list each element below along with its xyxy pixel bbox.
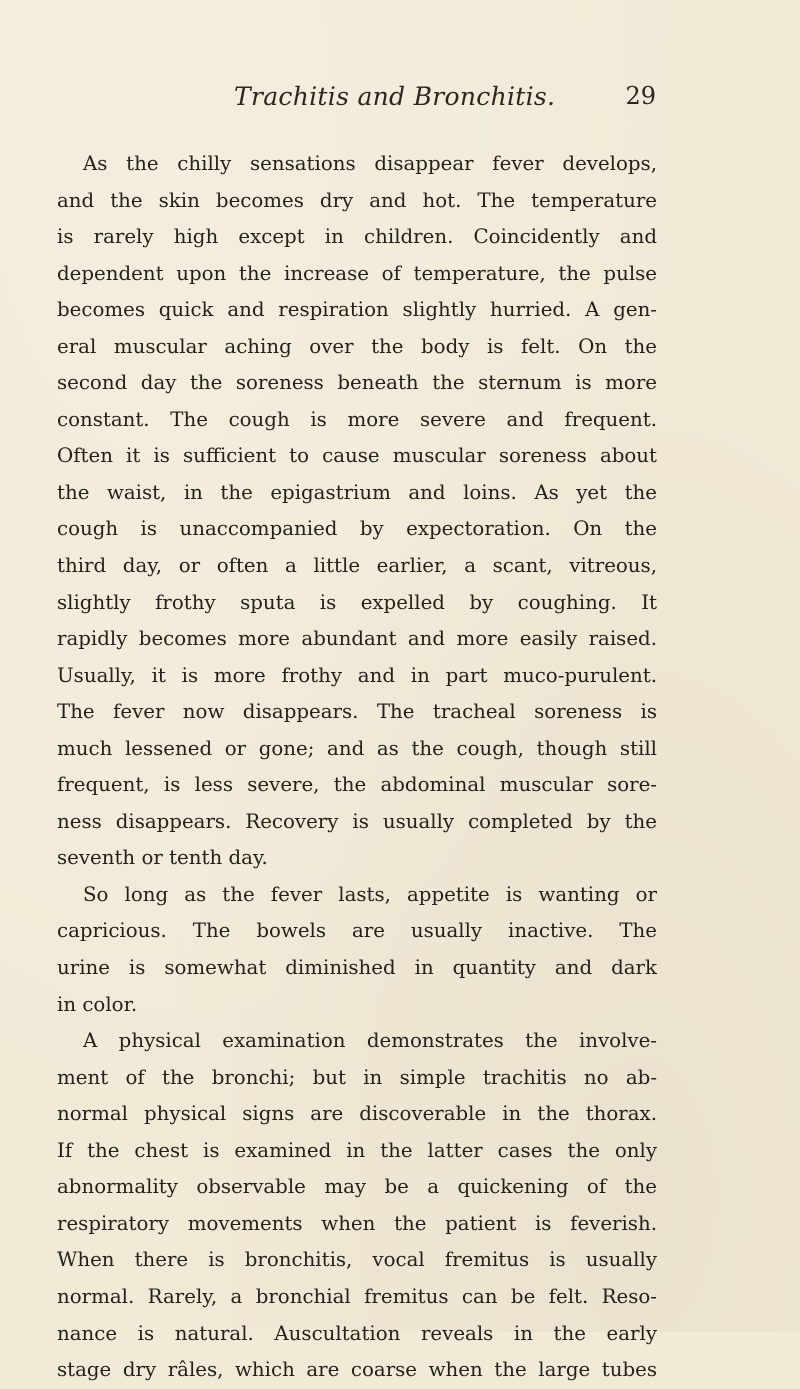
text-line: much lessened or gone; and as the cough, though still (57, 736, 657, 760)
text-line: As the chilly sensations disappear fever develops, (83, 152, 657, 175)
text-line: slightly frothy sputa is expelled by coughing. It (57, 590, 657, 614)
paragraph (57, 1023, 657, 1388)
text-line: constant. The cough is more severe and frequent. (57, 407, 657, 431)
running-title: Trachitis and Bronchitis. (234, 82, 556, 111)
text-line: So long as the fever lasts, appetite is wanting or (83, 882, 657, 906)
text-line: ment of the bronchi; but in simple trachitis no ab- (57, 1065, 657, 1089)
page-number: 29 (625, 82, 656, 110)
text-line: second day the soreness beneath the sternum is more (57, 371, 657, 395)
body-text (57, 146, 657, 1389)
text-line: and the skin becomes dry and hot. The temperature (57, 188, 657, 212)
text-line: in color. (57, 992, 138, 1016)
text-line: When there is bronchitis, vocal fremitus is usually (57, 1248, 657, 1272)
text-line: is rarely high except in children. Coincidently and (57, 225, 657, 249)
text-line: dependent upon the increase of temperature, the pulse (57, 261, 657, 285)
text-line: third day, or often a little earlier, a scant, vitreous, (57, 554, 657, 578)
text-line: capricious. The bowels are usually inactive. The (57, 919, 657, 943)
text-line: frequent, is less severe, the abdominal muscular sore- (57, 773, 657, 797)
running-head (56, 82, 656, 114)
text-line: ness disappears. Recovery is usually completed by the (57, 809, 657, 833)
text-line: seventh or tenth day. (57, 846, 268, 870)
text-line: If the chest is examined in the latter cases the only (57, 1138, 657, 1162)
text-line: abnormality observable may be a quickening of the (57, 1175, 657, 1199)
text-line: A physical examination demonstrates the involve- (83, 1029, 657, 1053)
text-line: urine is somewhat diminished in quantity and dark (57, 956, 657, 980)
text-line: normal physical signs are discoverable in the thorax. (57, 1102, 657, 1126)
text-line: becomes quick and respiration slightly hurried. A gen- (57, 298, 657, 322)
text-line: eral muscular aching over the body is felt. On the (57, 334, 657, 358)
paragraph (57, 877, 657, 1023)
text-line: the waist, in the epigastrium and loins. As yet the (57, 480, 657, 504)
text-line: Often it is sufficient to cause muscular soreness about (57, 444, 657, 468)
text-line: Usually, it is more frothy and in part muco-purulent. (57, 663, 657, 687)
text-line: The fever now disappears. The tracheal soreness is (57, 700, 657, 724)
text-line: rapidly becomes more abundant and more easily raised. (57, 627, 657, 651)
paragraph (57, 146, 657, 877)
text-line: nance is natural. Auscultation reveals in the early (57, 1321, 657, 1345)
text-line: respiratory movements when the patient is feverish. (57, 1211, 657, 1235)
text-line: stage dry râles, which are coarse when the large tubes (57, 1358, 657, 1382)
text-line: cough is unaccompanied by expectoration. On the (57, 517, 657, 541)
text-line: normal. Rarely, a bronchial fremitus can be felt. Reso- (57, 1284, 657, 1308)
